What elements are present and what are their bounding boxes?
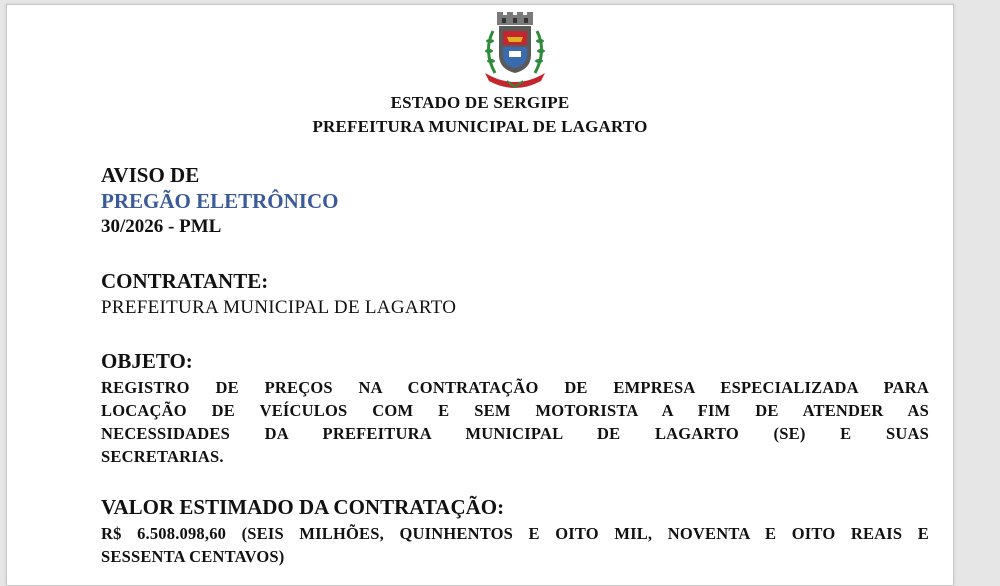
object-line: REGISTRO DE PREÇOS NA CONTRATAÇÃO DE EMPRESA ESPECIALIZADA PARA (101, 378, 929, 397)
object-label: OBJETO: (101, 349, 193, 373)
document-page (6, 4, 954, 586)
municipal-coat-of-arms-icon (479, 11, 551, 89)
object-line: LOCAÇÃO DE VEÍCULOS COM E SEM MOTORISTA A FIM DE ATENDER AS (101, 401, 929, 420)
notice-type: PREGÃO ELETRÔNICO (101, 189, 339, 213)
contractor-value: PREFEITURA MUNICIPAL DE LAGARTO (101, 297, 457, 318)
object-line: NECESSIDADES DA PREFEITURA MUNICIPAL DE LAGARTO (SE) E SUAS (101, 424, 929, 443)
estimated-value-line: SESSENTA CENTAVOS) (101, 547, 285, 566)
municipality-header: PREFEITURA MUNICIPAL DE LAGARTO (312, 117, 648, 136)
contractor-label: CONTRATANTE: (101, 269, 269, 293)
estimated-value-label: VALOR ESTIMADO DA CONTRATAÇÃO: (101, 495, 505, 519)
notice-number: 30/2026 - PML (101, 216, 222, 237)
notice-label: AVISO DE (101, 163, 200, 187)
object-line: SECRETARIAS. (101, 447, 224, 466)
state-header: ESTADO DE SERGIPE (390, 93, 570, 112)
estimated-value-line: R$ 6.508.098,60 (SEIS MILHÕES, QUINHENTOS E OITO MIL, NOVENTA E OITO REAIS E (101, 524, 929, 543)
